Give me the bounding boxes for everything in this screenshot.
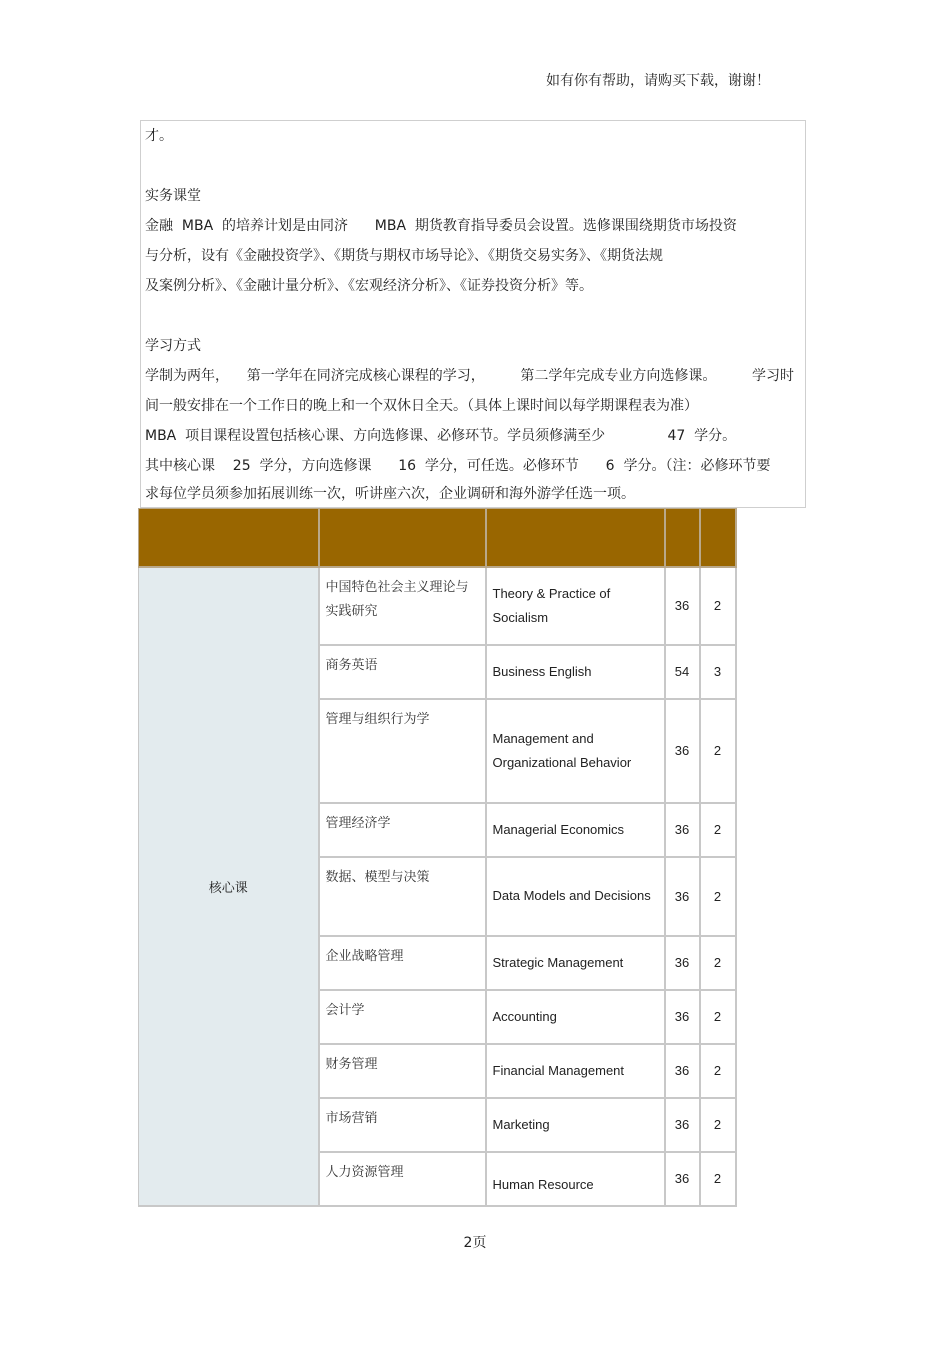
section-practice-title: 实务课堂 [145,188,201,204]
course-cn: 财务管理 [319,1044,486,1098]
intro-tail: 才。 [145,128,173,144]
course-cn: 中国特色社会主义理论与实践研究 [319,567,486,645]
course-hours: 36 [665,803,700,857]
course-en: Business English [486,645,665,699]
section-practice-line: 金融 MBA 的培养计划是由同济 MBA 期货教育指导委员会设置。选修课围绕期货市场投资 [145,218,737,234]
course-credits: 2 [700,699,736,803]
course-cn: 会计学 [319,990,486,1044]
course-hours: 36 [665,567,700,645]
header-cell [665,509,700,567]
course-en: Accounting [486,990,665,1044]
header-cell [139,509,319,567]
course-cn: 市场营销 [319,1098,486,1152]
course-cn: 商务英语 [319,645,486,699]
section-practice-line: 及案例分析》、《金融计量分析》、《宏观经济分析》、《证券投资分析》等。 [145,278,593,294]
header-cell [486,509,665,567]
course-hours: 36 [665,699,700,803]
section-study-line: MBA 项目课程设置包括核心课、方向选修课、必修环节。学员须修满至少 47 学分。 [145,428,737,444]
section-study-title: 学习方式 [145,338,201,354]
course-en: Theory & Practice of Socialism [486,567,665,645]
text-box [140,120,806,508]
course-credits: 2 [700,1098,736,1152]
course-hours: 36 [665,990,700,1044]
course-credits: 2 [700,567,736,645]
category-cell: 核心课 [139,567,319,1206]
course-cn: 数据、模型与决策 [319,857,486,936]
course-hours: 36 [665,857,700,936]
course-en: Management and Organizational Behavior [486,699,665,803]
course-en: Human Resource [486,1152,665,1206]
course-cn: 企业战略管理 [319,936,486,990]
course-hours: 54 [665,645,700,699]
course-credits: 2 [700,1152,736,1206]
course-en: Strategic Management [486,936,665,990]
course-en: Financial Management [486,1044,665,1098]
course-cn: 人力资源管理 [319,1152,486,1206]
table-header-row [139,509,736,567]
section-study-line: 其中核心课 25 学分，方向选修课 16 学分，可任选。必修环节 6 学分。（注：必修环节要 [145,458,771,474]
course-en: Data Models and Decisions [486,857,665,936]
section-study-line: 间一般安排在一个工作日的晚上和一个双休日全天。（具体上课时间以每学期课程表为准） [145,398,698,414]
header-cell [700,509,736,567]
course-credits: 3 [700,645,736,699]
course-credits: 2 [700,857,736,936]
course-credits: 2 [700,936,736,990]
course-hours: 36 [665,1098,700,1152]
course-hours: 36 [665,936,700,990]
course-en: Marketing [486,1098,665,1152]
course-hours: 36 [665,1044,700,1098]
section-study-line: 学制为两年， 第一学年在同济完成核心课程的学习， 第二学年完成专业方向选修课。 学习时 [145,368,795,384]
course-hours: 36 [665,1152,700,1206]
course-cn: 管理与组织行为学 [319,699,486,803]
course-credits: 2 [700,1044,736,1098]
table-row [139,567,736,645]
course-credits: 2 [700,803,736,857]
course-credits: 2 [700,990,736,1044]
header-note: 如有你有帮助，请购买下载，谢谢！ [546,73,770,89]
course-en: Managerial Economics [486,803,665,857]
section-practice-line: 与分析，设有《金融投资学》、《期货与期权市场导论》、《期货交易实务》、《期货法规 [145,248,663,264]
section-study-line: 求每位学员须参加拓展训练一次，听讲座六次，企业调研和海外游学任选一项。 [145,486,635,502]
course-cn: 管理经济学 [319,803,486,857]
page-number: 2页 [463,1235,487,1251]
header-cell [319,509,486,567]
course-table [138,508,737,1207]
